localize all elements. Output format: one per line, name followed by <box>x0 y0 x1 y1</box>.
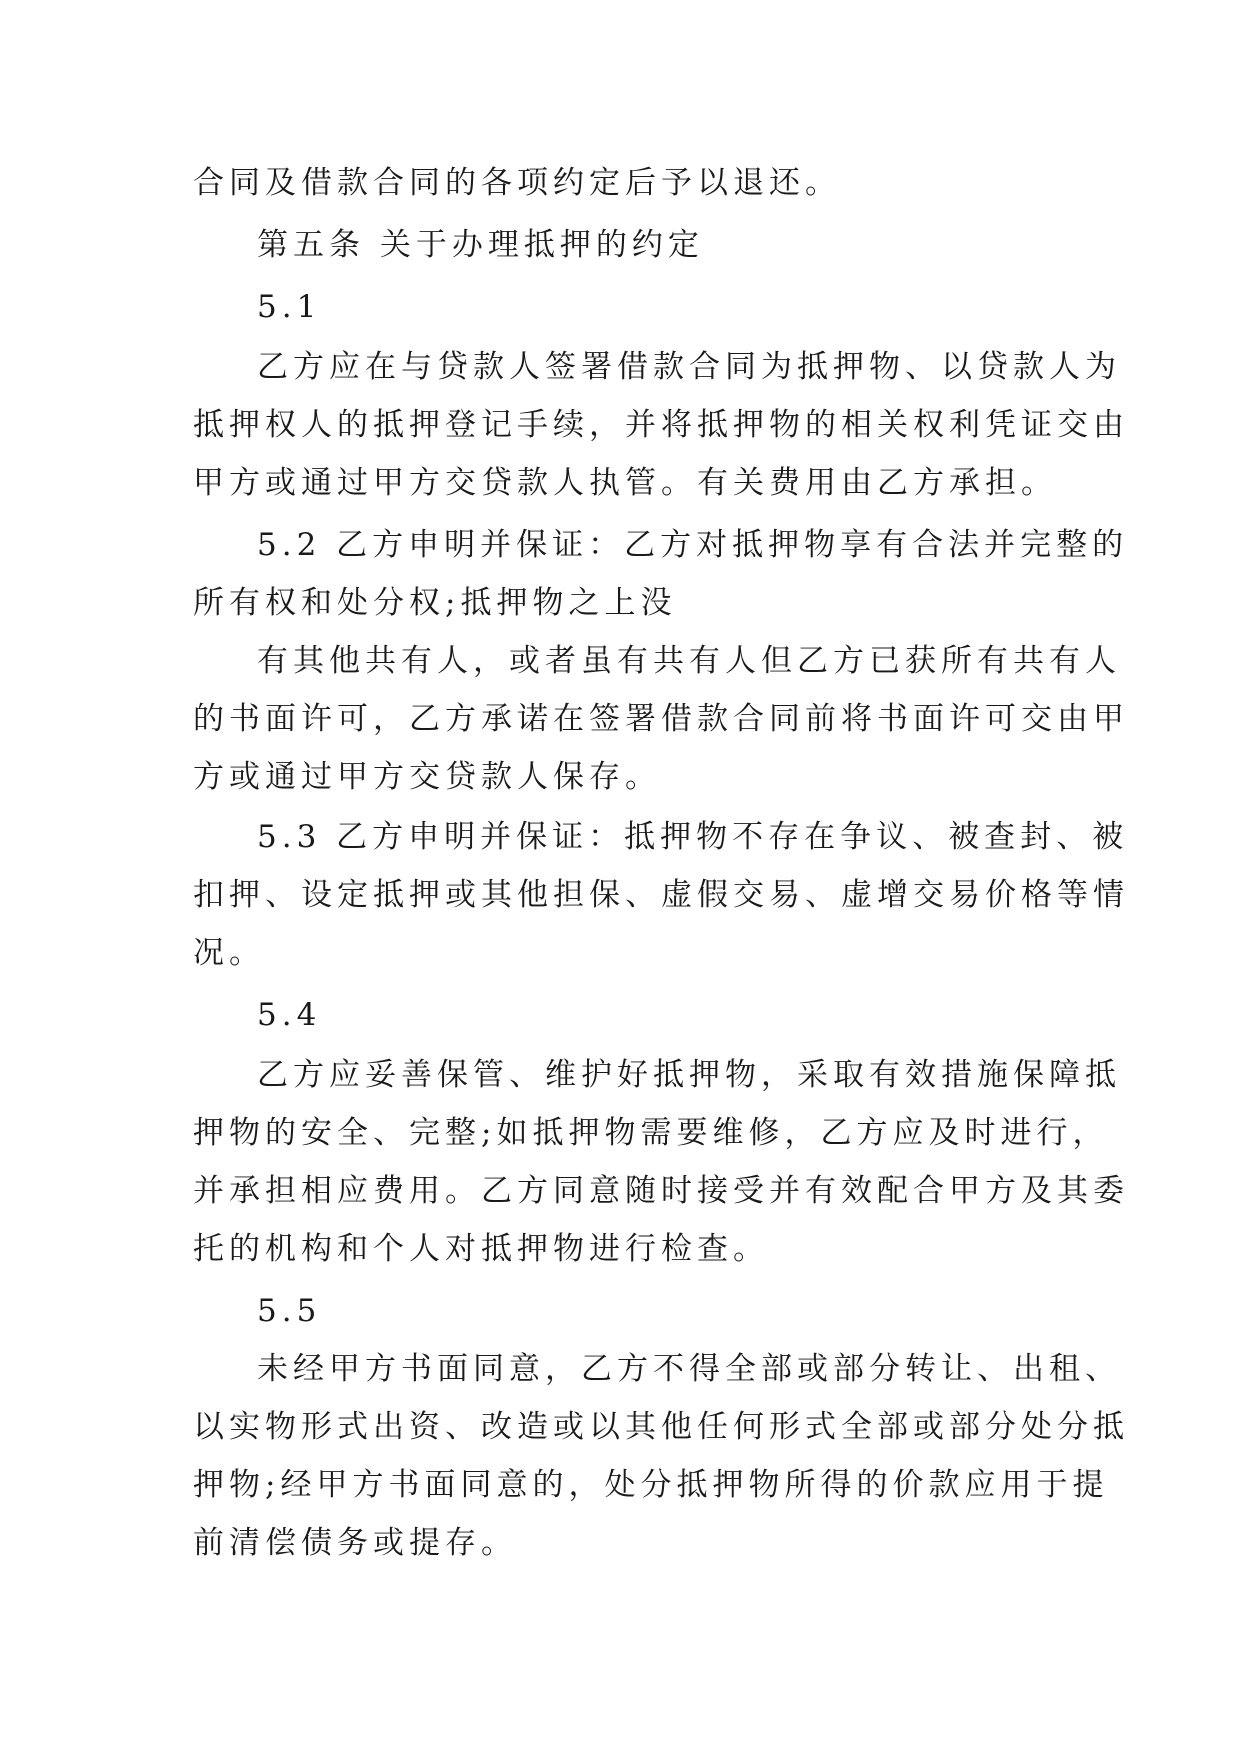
paragraph-continuation-line: 合同及借款合同的各项约定后予以退还。 <box>193 165 841 201</box>
clause-5-2-line-1: 5.2 乙方申明并保证：乙方对抵押物享有合法并完整的 <box>257 527 1129 563</box>
clause-5-1-line-3: 甲方或通过甲方交贷款人执管。有关费用由乙方承担。 <box>193 465 1057 501</box>
clause-5-5-line-2: 以实物形式出资、改造或以其他任何形式全部或部分处分抵 <box>193 1409 1129 1445</box>
clause-5-4-line-1: 乙方应妥善保管、维护好抵押物，采取有效措施保障抵 <box>257 1057 1121 1093</box>
clause-5-4-line-2: 押物的安全、完整;如抵押物需要维修，乙方应及时进行， <box>193 1115 1109 1151</box>
clause-5-2-line-2: 所有权和处分权;抵押物之上没 <box>193 585 677 621</box>
clause-5-5-line-1: 未经甲方书面同意，乙方不得全部或部分转让、出租、 <box>257 1351 1121 1387</box>
clause-5-4-number: 5.4 <box>257 997 322 1033</box>
clause-5-5-number: 5.5 <box>257 1293 322 1329</box>
clause-5-5-line-4: 前清偿债务或提存。 <box>193 1525 517 1561</box>
clause-5-2-line-3: 有其他共有人，或者虽有共有人但乙方已获所有共有人 <box>257 643 1121 679</box>
clause-5-3-line-3: 况。 <box>193 935 265 971</box>
clause-5-1-number: 5.1 <box>257 289 322 325</box>
clause-5-5-line-3: 押物;经甲方书面同意的，处分抵押物所得的价款应用于提 <box>193 1467 1109 1503</box>
clause-5-1-line-2: 抵押权人的抵押登记手续，并将抵押物的相关权利凭证交由 <box>193 407 1129 443</box>
clause-5-2-line-4: 的书面许可，乙方承诺在签署借款合同前将书面许可交由甲 <box>193 701 1129 737</box>
clause-5-1-line-1: 乙方应在与贷款人签署借款合同为抵押物、以贷款人为 <box>257 349 1121 385</box>
clause-5-4-line-4: 托的机构和个人对抵押物进行检查。 <box>193 1231 769 1267</box>
clause-5-3-line-2: 扣押、设定抵押或其他担保、虚假交易、虚增交易价格等情 <box>193 877 1129 913</box>
clause-5-4-line-3: 并承担相应费用。乙方同意随时接受并有效配合甲方及其委 <box>193 1173 1129 1209</box>
article-5-heading: 第五条 关于办理抵押的约定 <box>257 227 704 263</box>
clause-5-3-line-1: 5.3 乙方申明并保证：抵押物不存在争议、被查封、被 <box>257 819 1129 855</box>
clause-5-2-line-5: 方或通过甲方交贷款人保存。 <box>193 759 661 795</box>
